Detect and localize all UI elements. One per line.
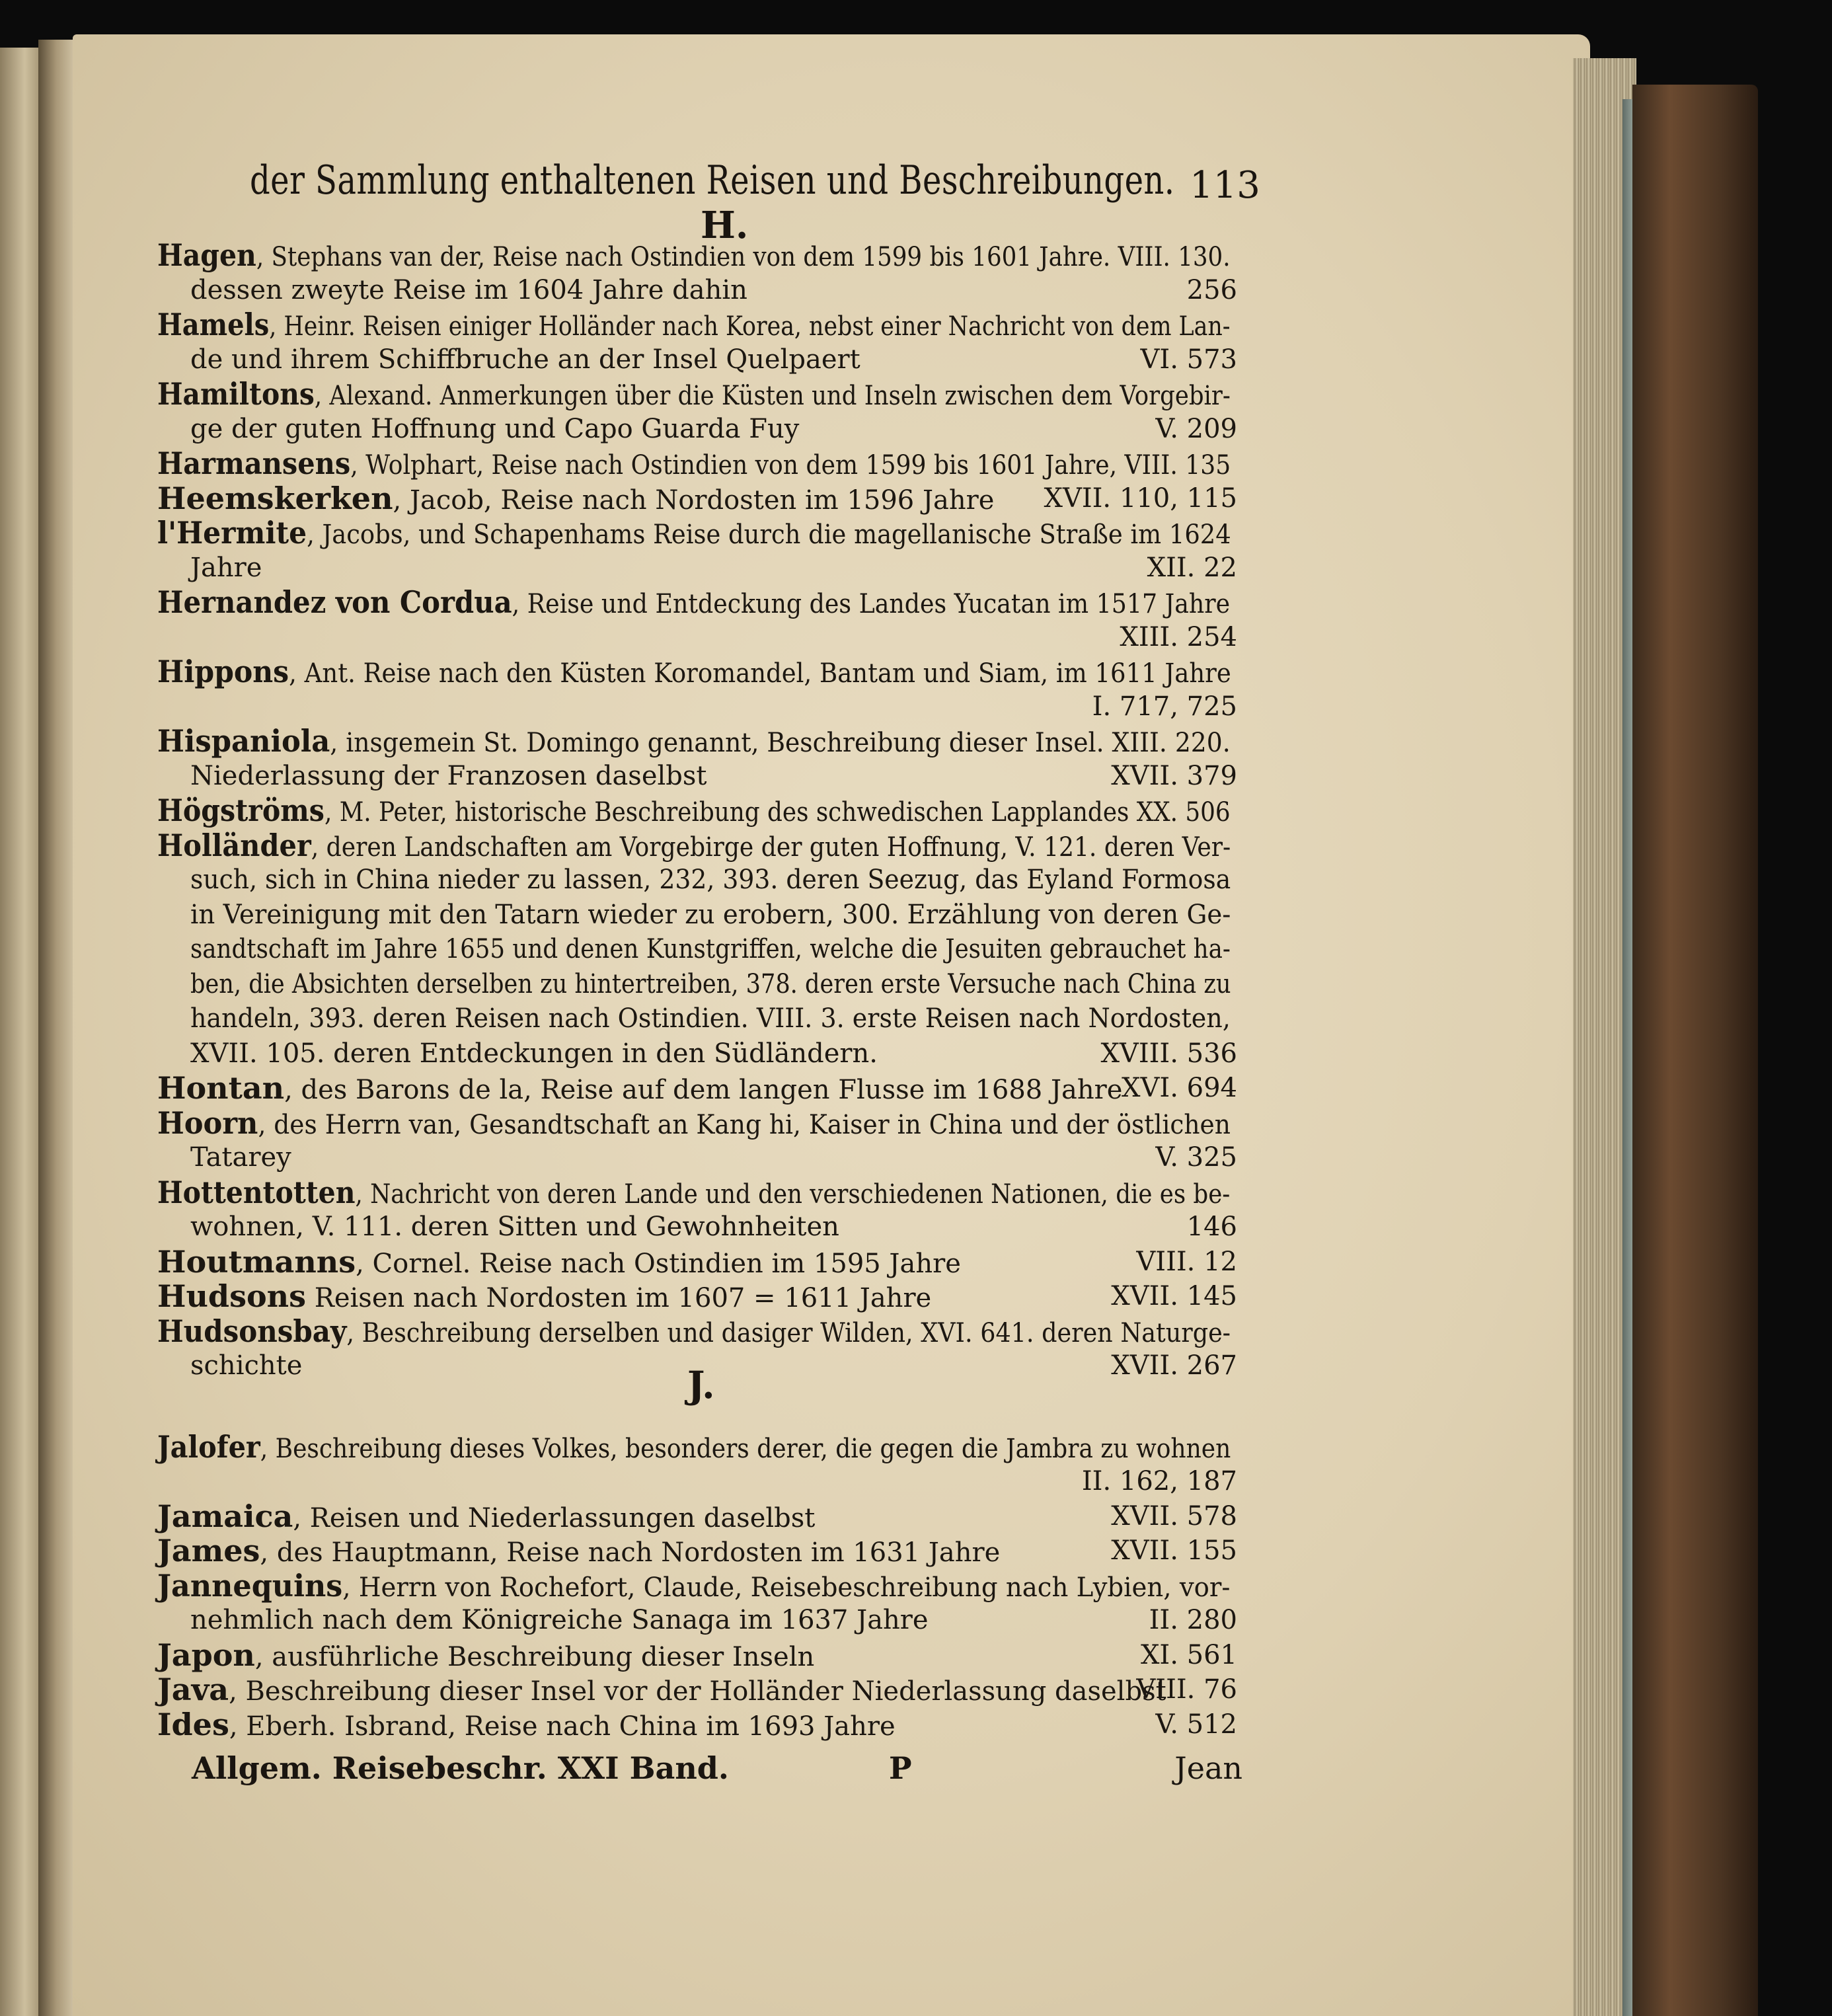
entry-text: , Cornel. Reise nach Ostindien im 1595 Jahre	[356, 1248, 961, 1279]
entry-text: , Heinr. Reisen einiger Holländer nach Korea, nebst einer Nachricht von dem Lan-	[269, 311, 1231, 342]
entry-text: , Stephans van der, Reise nach Ostindien von dem 1599 bis 1601 Jahre. VIII. 130.	[256, 242, 1231, 272]
volume-page-reference: I. 717, 725	[1092, 691, 1237, 722]
volume-page-reference: II. 280	[1149, 1605, 1237, 1635]
entry-lemma: Hagen	[157, 237, 256, 273]
entry-lemma: Högströms	[157, 793, 324, 828]
index-entry	[157, 238, 1231, 274]
entry-text: , Reisen und Niederlassungen daselbst	[293, 1502, 816, 1533]
index-entry	[157, 377, 1231, 413]
entry-text: ben, die Absichten derselben zu hintertreiben, 378. deren erste Versuche nach China zu	[190, 968, 1231, 999]
index-entry	[157, 1707, 896, 1744]
entry-text: Reisen nach Nordosten im 1607 = 1611 Jahre	[306, 1283, 932, 1313]
entry-text: , deren Landschaften am Vorgebirge der guten Hoffnung, V. 121. deren Ver-	[311, 832, 1231, 863]
volume-page-reference: XIII. 254	[1120, 621, 1237, 652]
index-entry-continuation	[190, 1210, 839, 1244]
index-entry	[157, 1314, 1231, 1350]
page-number: 113	[1190, 164, 1260, 207]
entry-text: sandtschaft im Jahre 1655 und denen Kunstgriffen, welche die Jesuiten gebrauchet ha-	[190, 934, 1231, 964]
index-entry	[157, 724, 1231, 760]
book-gutter	[38, 40, 78, 2016]
volume-page-reference: VIII. 12	[1136, 1246, 1237, 1277]
index-entry	[157, 1499, 815, 1535]
volume-page-reference: II. 162, 187	[1081, 1466, 1237, 1496]
entry-lemma: Heemskerken	[157, 480, 393, 516]
entry-text: Niederlassung der Franzosen daselbst	[190, 760, 707, 791]
index-entry	[157, 793, 1231, 830]
index-entry-continuation	[190, 273, 747, 307]
volume-page-reference: XVI. 694	[1122, 1073, 1237, 1103]
index-entry-continuation	[190, 863, 1231, 897]
page-footer	[192, 1750, 1242, 1797]
entry-text: , Alexand. Anmerkungen über die Küsten und Inseln zwischen dem Vorgebir-	[314, 381, 1231, 411]
entry-text: , des Hauptmann, Reise nach Nordosten im 1631 Jahre	[260, 1537, 1001, 1568]
index-entry	[157, 1071, 1122, 1107]
index-entry-continuation	[190, 412, 799, 446]
entry-text: nehmlich nach dem Königreiche Sanaga im 1637 Jahre	[190, 1605, 929, 1635]
index-entry-continuation	[190, 1140, 291, 1175]
entry-text: , Beschreibung dieser Insel vor der Holländer Niederlassung daselbst	[229, 1676, 1166, 1707]
index-entry	[157, 828, 1231, 865]
volume-page-reference: XVII. 379	[1111, 760, 1237, 791]
entry-text: XVII. 105. deren Entdeckungen in den Südländern.	[190, 1038, 878, 1069]
volume-page-reference: V. 209	[1155, 413, 1237, 444]
entry-text: , Beschreibung dieses Volkes, besonders derer, die gegen die Jambra zu wohnen	[260, 1433, 1231, 1464]
section-letter-heading: H.	[701, 204, 749, 247]
index-entry-continuation	[190, 898, 1231, 932]
volume-page-reference: XI. 561	[1140, 1639, 1237, 1670]
volume-page-reference: VI. 573	[1140, 344, 1237, 375]
entry-text: , ausführliche Beschreibung dieser Inseln	[254, 1641, 815, 1672]
book-cover	[1632, 85, 1758, 2016]
section-letter-heading: J.	[687, 1363, 715, 1407]
entry-text: , Wolphart, Reise nach Ostindien von dem 1599 bis 1601 Jahre, VIII. 135	[350, 450, 1231, 481]
entry-lemma: Hernandez von Cordua	[157, 584, 512, 620]
entry-lemma: Jamaica	[157, 1498, 293, 1534]
entry-text: Jahre	[190, 552, 262, 583]
index-entry-continuation	[190, 1001, 1231, 1036]
entry-text: , Herrn von Rochefort, Claude, Reisebeschreibung nach Lybien, vor-	[342, 1572, 1231, 1603]
entry-lemma: Hippons	[157, 654, 289, 689]
index-entry	[157, 1106, 1231, 1142]
entry-lemma: Harmansens	[157, 446, 351, 481]
index-entry-continuation	[190, 1036, 878, 1071]
entry-text: , Reise und Entdeckung des Landes Yucatan im 1517 Jahre	[512, 589, 1231, 619]
entry-text: de und ihrem Schiffbruche an der Insel Quelpaert	[190, 344, 860, 375]
index-entry	[157, 1533, 1000, 1570]
entry-lemma: Jannequins	[157, 1567, 343, 1604]
entry-lemma: Hottentotten	[157, 1174, 356, 1210]
index-entry-continuation	[190, 1348, 302, 1383]
entry-text: , Beschreibung derselben und dasiger Wilden, XVI. 641. deren Naturge-	[346, 1317, 1231, 1348]
entry-lemma: Hamiltons	[157, 376, 315, 412]
entry-text: , Jacob, Reise nach Nordosten im 1596 Jahre	[393, 485, 995, 516]
index-entry-continuation	[190, 342, 860, 377]
entry-text: such, sich in China nieder zu lassen, 232, 393. deren Seezug, das Eyland Formosa	[190, 865, 1231, 895]
index-entry	[157, 446, 1231, 483]
volume-page-reference: XVII. 267	[1111, 1350, 1237, 1381]
index-entry	[157, 654, 1231, 691]
entry-lemma: Hispaniola	[157, 723, 330, 759]
entry-text: Tatarey	[190, 1142, 291, 1173]
entry-text: , des Herrn van, Gesandtschaft an Kang hi, Kaiser in China und der östlichen	[258, 1109, 1231, 1140]
entry-text: ge der guten Hoffnung und Capo Guarda Fuy	[190, 413, 800, 444]
entry-lemma: Houtmanns	[157, 1243, 356, 1280]
index-entry	[157, 1638, 814, 1674]
entry-lemma: Japon	[157, 1637, 255, 1673]
volume-page-reference: VIII. 76	[1136, 1674, 1237, 1705]
volume-page-reference: 146	[1186, 1212, 1237, 1242]
index-entry	[157, 1175, 1230, 1212]
volume-page-reference: XII. 22	[1147, 552, 1237, 583]
volume-page-reference: XVII. 155	[1111, 1535, 1237, 1566]
entry-text: , M. Peter, historische Beschreibung des schwedischen Lapplandes XX. 506	[324, 797, 1231, 828]
entry-lemma: Hoorn	[157, 1105, 258, 1141]
index-entry	[157, 307, 1231, 344]
index-entry	[157, 481, 994, 518]
entry-lemma: l'Hermite	[157, 515, 307, 551]
entry-text: , Eberh. Isbrand, Reise nach China im 1693 Jahre	[229, 1711, 896, 1742]
entry-lemma: Hontan	[157, 1070, 285, 1106]
entry-text: , Ant. Reise nach den Küsten Koromandel, Bantam und Siam, im 1611 Jahre	[289, 658, 1231, 689]
volume-signature: Allgem. Reisebeschr. XXI Band.	[192, 1750, 729, 1786]
index-entry	[157, 1279, 931, 1315]
entry-lemma: Jalofer	[157, 1428, 260, 1465]
index-entry-continuation	[190, 759, 706, 793]
volume-page-reference: V. 512	[1155, 1709, 1237, 1740]
volume-page-reference: XVII. 145	[1111, 1281, 1237, 1311]
entry-text: , Nachricht von deren Lande und den verschiedenen Nationen, die es be-	[355, 1179, 1231, 1210]
entry-lemma: James	[157, 1533, 260, 1569]
volume-page-reference: XVII. 110, 115	[1044, 483, 1237, 514]
volume-page-reference: XVII. 578	[1111, 1500, 1237, 1531]
entry-lemma: Hudsons	[157, 1278, 306, 1314]
entry-text: , Jacobs, und Schapenhams Reise durch die magellanische Straße im 1624	[307, 520, 1231, 550]
index-entry-continuation	[190, 932, 1231, 966]
entry-text: , insgemein St. Domingo genannt, Beschreibung dieser Insel. XIII. 220.	[330, 728, 1231, 758]
entry-lemma: Ides	[157, 1706, 229, 1742]
entry-text: in Vereinigung mit den Tatarn wieder zu erobern, 300. Erzählung von deren Ge-	[190, 899, 1231, 930]
volume-page-reference: 256	[1186, 274, 1237, 305]
index-entry-continuation	[190, 1603, 929, 1637]
index-entry-continuation	[190, 551, 262, 585]
catchword: Jean	[1174, 1750, 1242, 1786]
entry-text: , des Barons de la, Reise auf dem langen Flusse im 1688 Jahre	[284, 1075, 1123, 1105]
index-entry	[157, 585, 1230, 621]
volume-page-reference: XVIII. 536	[1100, 1038, 1237, 1069]
entry-text: wohnen, V. 111. deren Sitten und Gewohnheiten	[190, 1212, 839, 1242]
volume-page-reference: V. 325	[1155, 1142, 1237, 1173]
entry-text: schichte	[190, 1350, 303, 1381]
index-entry	[157, 1245, 961, 1281]
entry-text: dessen zweyte Reise im 1604 Jahre dahin	[190, 274, 747, 305]
index-entry	[157, 516, 1231, 552]
index-entry	[157, 1672, 1166, 1709]
index-entry-continuation	[190, 967, 1231, 1001]
index-entry	[157, 1430, 1231, 1466]
entry-lemma: Hamels	[157, 307, 270, 342]
running-head: der Sammlung enthaltenen Reisen und Beschreibungen.	[250, 157, 1175, 204]
index-entry	[157, 1569, 1230, 1605]
entry-text: handeln, 393. deren Reisen nach Ostindien. VIII. 3. erste Reisen nach Nordosten,	[190, 1003, 1231, 1034]
entry-lemma: Hudsonsbay	[157, 1313, 347, 1349]
sheet-signature-mark: P	[889, 1750, 912, 1786]
entry-lemma: Java	[157, 1672, 229, 1707]
entry-lemma: Holländer	[157, 827, 311, 863]
